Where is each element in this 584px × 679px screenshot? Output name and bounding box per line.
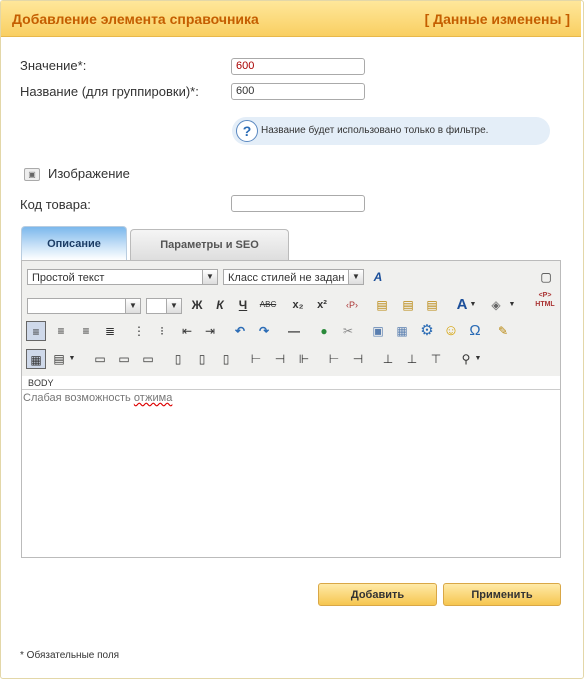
paste-icon[interactable]: ▤ [376, 298, 388, 312]
align-right-icon[interactable]: ≡ [82, 324, 90, 338]
superscript-icon[interactable]: x² [317, 299, 327, 311]
product-code-input[interactable] [231, 195, 365, 212]
chevron-down-icon: ▼ [348, 270, 363, 284]
image-label[interactable]: Изображение [48, 166, 130, 181]
find-icon[interactable]: ⚲ [461, 352, 471, 366]
dialog-header [1, 1, 581, 37]
template-icon[interactable]: ✎ [497, 324, 509, 338]
paragraph-icon[interactable]: ‹P› [346, 300, 358, 310]
group-name-label: Название (для группировки)*: [20, 84, 199, 99]
unlink-icon[interactable]: ✂ [342, 324, 354, 338]
chevron-down-icon: ▼ [202, 270, 217, 284]
chevron-down-icon[interactable]: ▼ [508, 301, 516, 308]
image-insert-icon[interactable]: ▣ [372, 324, 384, 338]
dialog-title: Добавление элемента справочника [12, 11, 259, 27]
cell-left-icon[interactable]: ⊢ [328, 352, 340, 366]
bulleted-list-icon[interactable]: ⁝ [160, 324, 164, 338]
chevron-down-icon: ▼ [125, 299, 140, 313]
background-color-icon[interactable]: ◈ [491, 298, 501, 312]
cell-props-icon[interactable]: ⊩ [298, 352, 310, 366]
content-text: Слабая возможность [23, 392, 134, 404]
chevron-down-icon[interactable]: ▼ [474, 355, 482, 362]
merge-down-icon[interactable]: ⊥ [382, 352, 394, 366]
horizontal-rule-icon[interactable]: — [288, 324, 300, 338]
bold-icon[interactable]: Ж [191, 298, 203, 312]
align-left-icon[interactable]: ≡ [26, 321, 46, 341]
italic-icon[interactable]: К [216, 298, 224, 312]
element-path: BODY [22, 376, 560, 390]
group-name-input[interactable]: 600 [231, 83, 365, 100]
tab-description[interactable]: Описание [21, 226, 127, 260]
required-fields-note: * Обязательные поля [20, 650, 120, 661]
flash-icon[interactable]: ▦ [396, 324, 408, 338]
table-props-icon[interactable]: ▤ [53, 352, 65, 366]
font-family-select[interactable] [27, 298, 141, 314]
font-color-icon[interactable]: A [456, 296, 468, 313]
col-insert-left-icon[interactable]: ▯ [174, 352, 182, 366]
align-center-icon[interactable]: ≡ [57, 324, 65, 338]
group-name-hint [232, 117, 550, 145]
col-insert-right-icon[interactable]: ▯ [198, 352, 206, 366]
cell-merge-icon[interactable]: ⊣ [274, 352, 286, 366]
value-input[interactable]: 600 [231, 58, 365, 75]
add-button[interactable]: Добавить [318, 583, 437, 606]
rich-text-editor [21, 260, 561, 558]
split-vertical-icon[interactable]: ⊤ [430, 352, 442, 366]
numbered-list-icon[interactable]: ⋮ [133, 324, 145, 338]
smiley-icon[interactable]: ☺ [443, 322, 459, 339]
table-icon[interactable]: ▦ [26, 349, 46, 369]
outdent-icon[interactable]: ⇤ [181, 324, 193, 338]
indent-icon[interactable]: ⇥ [204, 324, 216, 338]
apply-button[interactable]: Применить [443, 583, 561, 606]
misspelled-word: отжима [133, 392, 173, 404]
underline-icon[interactable]: Ч [238, 298, 248, 312]
chevron-down-icon[interactable]: ▼ [68, 355, 76, 362]
strikethrough-icon[interactable]: ABC [259, 300, 277, 309]
tab-params-seo[interactable]: Параметры и SEO [130, 229, 289, 260]
subscript-icon[interactable]: x₂ [292, 299, 304, 311]
merge-up-icon[interactable]: ⊥ [406, 352, 418, 366]
format-select-value: Простой текст [32, 272, 105, 284]
row-insert-above-icon[interactable]: ▭ [94, 352, 106, 366]
paste-word-icon[interactable]: ▤ [402, 298, 414, 312]
font-size-select[interactable] [146, 298, 182, 314]
redo-icon[interactable]: ↷ [258, 324, 270, 338]
style-class-value: Класс стилей не задан [228, 272, 345, 284]
cell-right-icon[interactable]: ⊣ [352, 352, 364, 366]
chevron-down-icon[interactable]: ▼ [469, 301, 477, 308]
cell-split-icon[interactable]: ⊢ [250, 352, 262, 366]
editor-content[interactable] [22, 392, 172, 404]
image-icon[interactable]: ▣ [24, 168, 40, 181]
hint-text: Название будет использовано только в фильтре. [261, 125, 489, 136]
product-code-label: Код товара: [20, 197, 91, 212]
data-changed-status: [ Данные изменены ] [424, 11, 570, 27]
style-aa-icon[interactable]: A [373, 270, 383, 284]
link-icon[interactable]: ● [320, 324, 328, 338]
format-select[interactable] [27, 269, 218, 285]
paste-text-icon[interactable]: ▤ [426, 298, 438, 312]
align-justify-icon[interactable]: ≣ [104, 324, 116, 338]
html-source-icon[interactable]: <P> HTML [535, 292, 555, 308]
row-insert-below-icon[interactable]: ▭ [118, 352, 130, 366]
question-icon: ? [236, 120, 258, 142]
omega-icon[interactable]: Ω [469, 322, 481, 339]
col-delete-icon[interactable]: ▯ [222, 352, 230, 366]
chevron-down-icon: ▼ [166, 299, 181, 313]
style-class-select[interactable] [223, 269, 364, 285]
gear-icon[interactable]: ⚙ [420, 322, 434, 339]
value-label: Значение*: [20, 58, 87, 73]
undo-icon[interactable]: ↶ [234, 324, 246, 338]
fullscreen-icon[interactable]: ▢ [540, 270, 552, 284]
row-delete-icon[interactable]: ▭ [142, 352, 154, 366]
editor-toolbar [22, 261, 560, 377]
